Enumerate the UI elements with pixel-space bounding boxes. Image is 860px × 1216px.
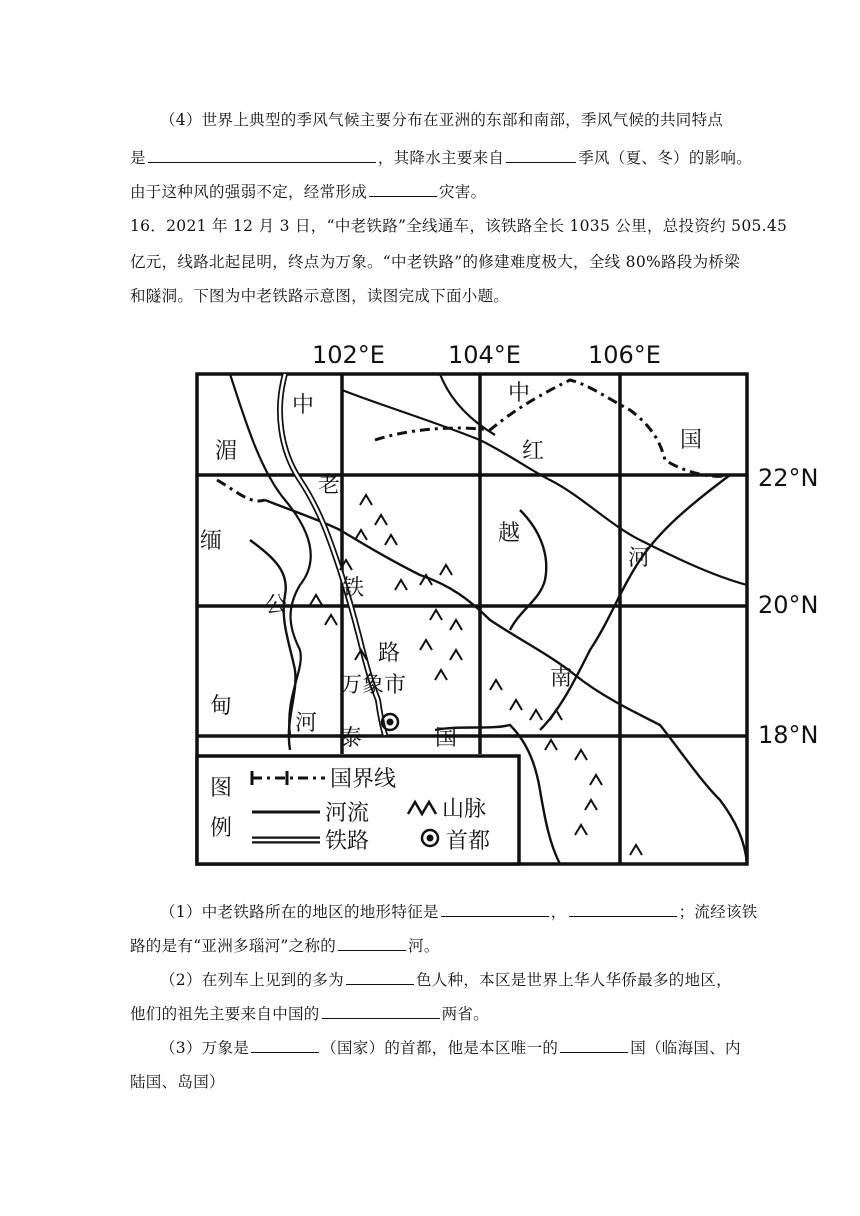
lon-label-102: 102°E [312,341,385,369]
q16-line2: 亿元，线路北起昆明，终点为万象。“中老铁路”的修建难度极大，全线 80%路段为桥梁 [130,253,741,271]
label-guo-china: 国 [680,428,703,453]
legend-railway-label: 铁路 [325,829,370,854]
label-he-east: 河 [628,546,651,571]
rivers [230,374,747,735]
label-he-west: 河 [295,711,318,736]
text: 季风（夏、冬）的影响。 [578,149,753,167]
lat-label-20: 20°N [758,591,819,619]
label-gong: 公 [265,593,288,618]
text: 他们的祖先主要来自中国的 [130,1005,320,1023]
answer-blank[interactable] [251,1037,319,1053]
label-mian: 缅 [200,529,223,554]
label-tie: 铁 [342,576,365,601]
sub3-line2: 陆国、岛国） [130,1073,225,1091]
text: 由于这种风的强弱不定，经常形成 [130,183,368,201]
label-nan: 南 [550,666,573,691]
answer-blank[interactable] [506,147,576,163]
text: （国家）的首都，他是本区唯一的 [321,1039,559,1057]
text: ；流经该铁 [678,903,758,921]
q15-part4-line2 [130,146,752,168]
text: 河。 [408,937,440,955]
legend-river-label: 河流 [325,801,370,826]
legend-title-2: 例 [210,816,233,841]
label-tai: 泰 [340,726,363,751]
legend-title-1: 图 [210,776,233,801]
lat-label-18: 18°N [758,721,819,749]
sub2-line1 [160,968,732,990]
text: 色人种，本区是世界上华人华侨最多的地区， [415,971,732,989]
text: ， [550,903,567,921]
q15-part4-line3 [130,180,486,202]
lat-label-22: 22°N [758,464,819,492]
map-legend [197,756,519,864]
q16-line3: 和隧洞。下图为中老铁路示意图，读图完成下面小题。 [130,287,510,305]
q16-line1: 16．2021 年 12 月 3 日，“中老铁路”全线通车，该铁路全长 1035 公里，总投资约 505.45 [130,217,788,235]
sub1-line2 [130,934,440,956]
china-laos-railway-map [190,330,830,875]
text: ，其降水主要来自 [377,149,505,167]
sub3-line1 [160,1036,741,1058]
answer-blank[interactable] [569,901,677,917]
legend-border-label: 国界线 [330,767,397,792]
text: 两省。 [441,1005,490,1023]
text: 是 [130,149,146,167]
answer-blank[interactable] [148,147,376,163]
label-zhong-east: 中 [508,381,531,406]
answer-blank[interactable] [560,1037,628,1053]
text: （2）在列车上见到的多为 [160,971,344,989]
label-lu: 路 [378,641,401,666]
sub1-line1 [160,900,758,922]
label-yue: 越 [498,521,521,546]
sub2-line2 [130,1002,489,1024]
text: 国（临海国、内 [630,1039,741,1057]
answer-blank[interactable] [441,901,549,917]
lon-label-104: 104°E [448,341,521,369]
lon-label-106: 106°E [588,341,661,369]
text: 灾害。 [439,183,487,201]
answer-blank[interactable] [338,935,406,951]
answer-blank[interactable] [369,181,437,197]
label-zhong-west: 中 [292,393,315,418]
label-wanxiang: 万象市 [340,673,407,698]
text: （3）万象是 [160,1039,250,1057]
text: （1）中老铁路所在的地区的地形特征是 [160,903,439,921]
text: 路的是有“亚洲多瑙河”之称的 [130,937,337,955]
legend-capital-label: 首都 [446,829,491,854]
q15-part4-line1: （4）世界上典型的季风气候主要分布在亚洲的东部和南部，季风气候的共同特点 [160,111,724,129]
legend-mountain-label: 山脉 [442,797,487,822]
label-mei: 湄 [215,439,238,464]
label-guo-thai: 国 [435,726,458,751]
label-hong: 红 [522,439,545,464]
answer-blank[interactable] [322,1003,440,1019]
answer-blank[interactable] [346,969,414,985]
label-lao: 老 [318,473,341,498]
label-dian: 甸 [210,694,233,719]
